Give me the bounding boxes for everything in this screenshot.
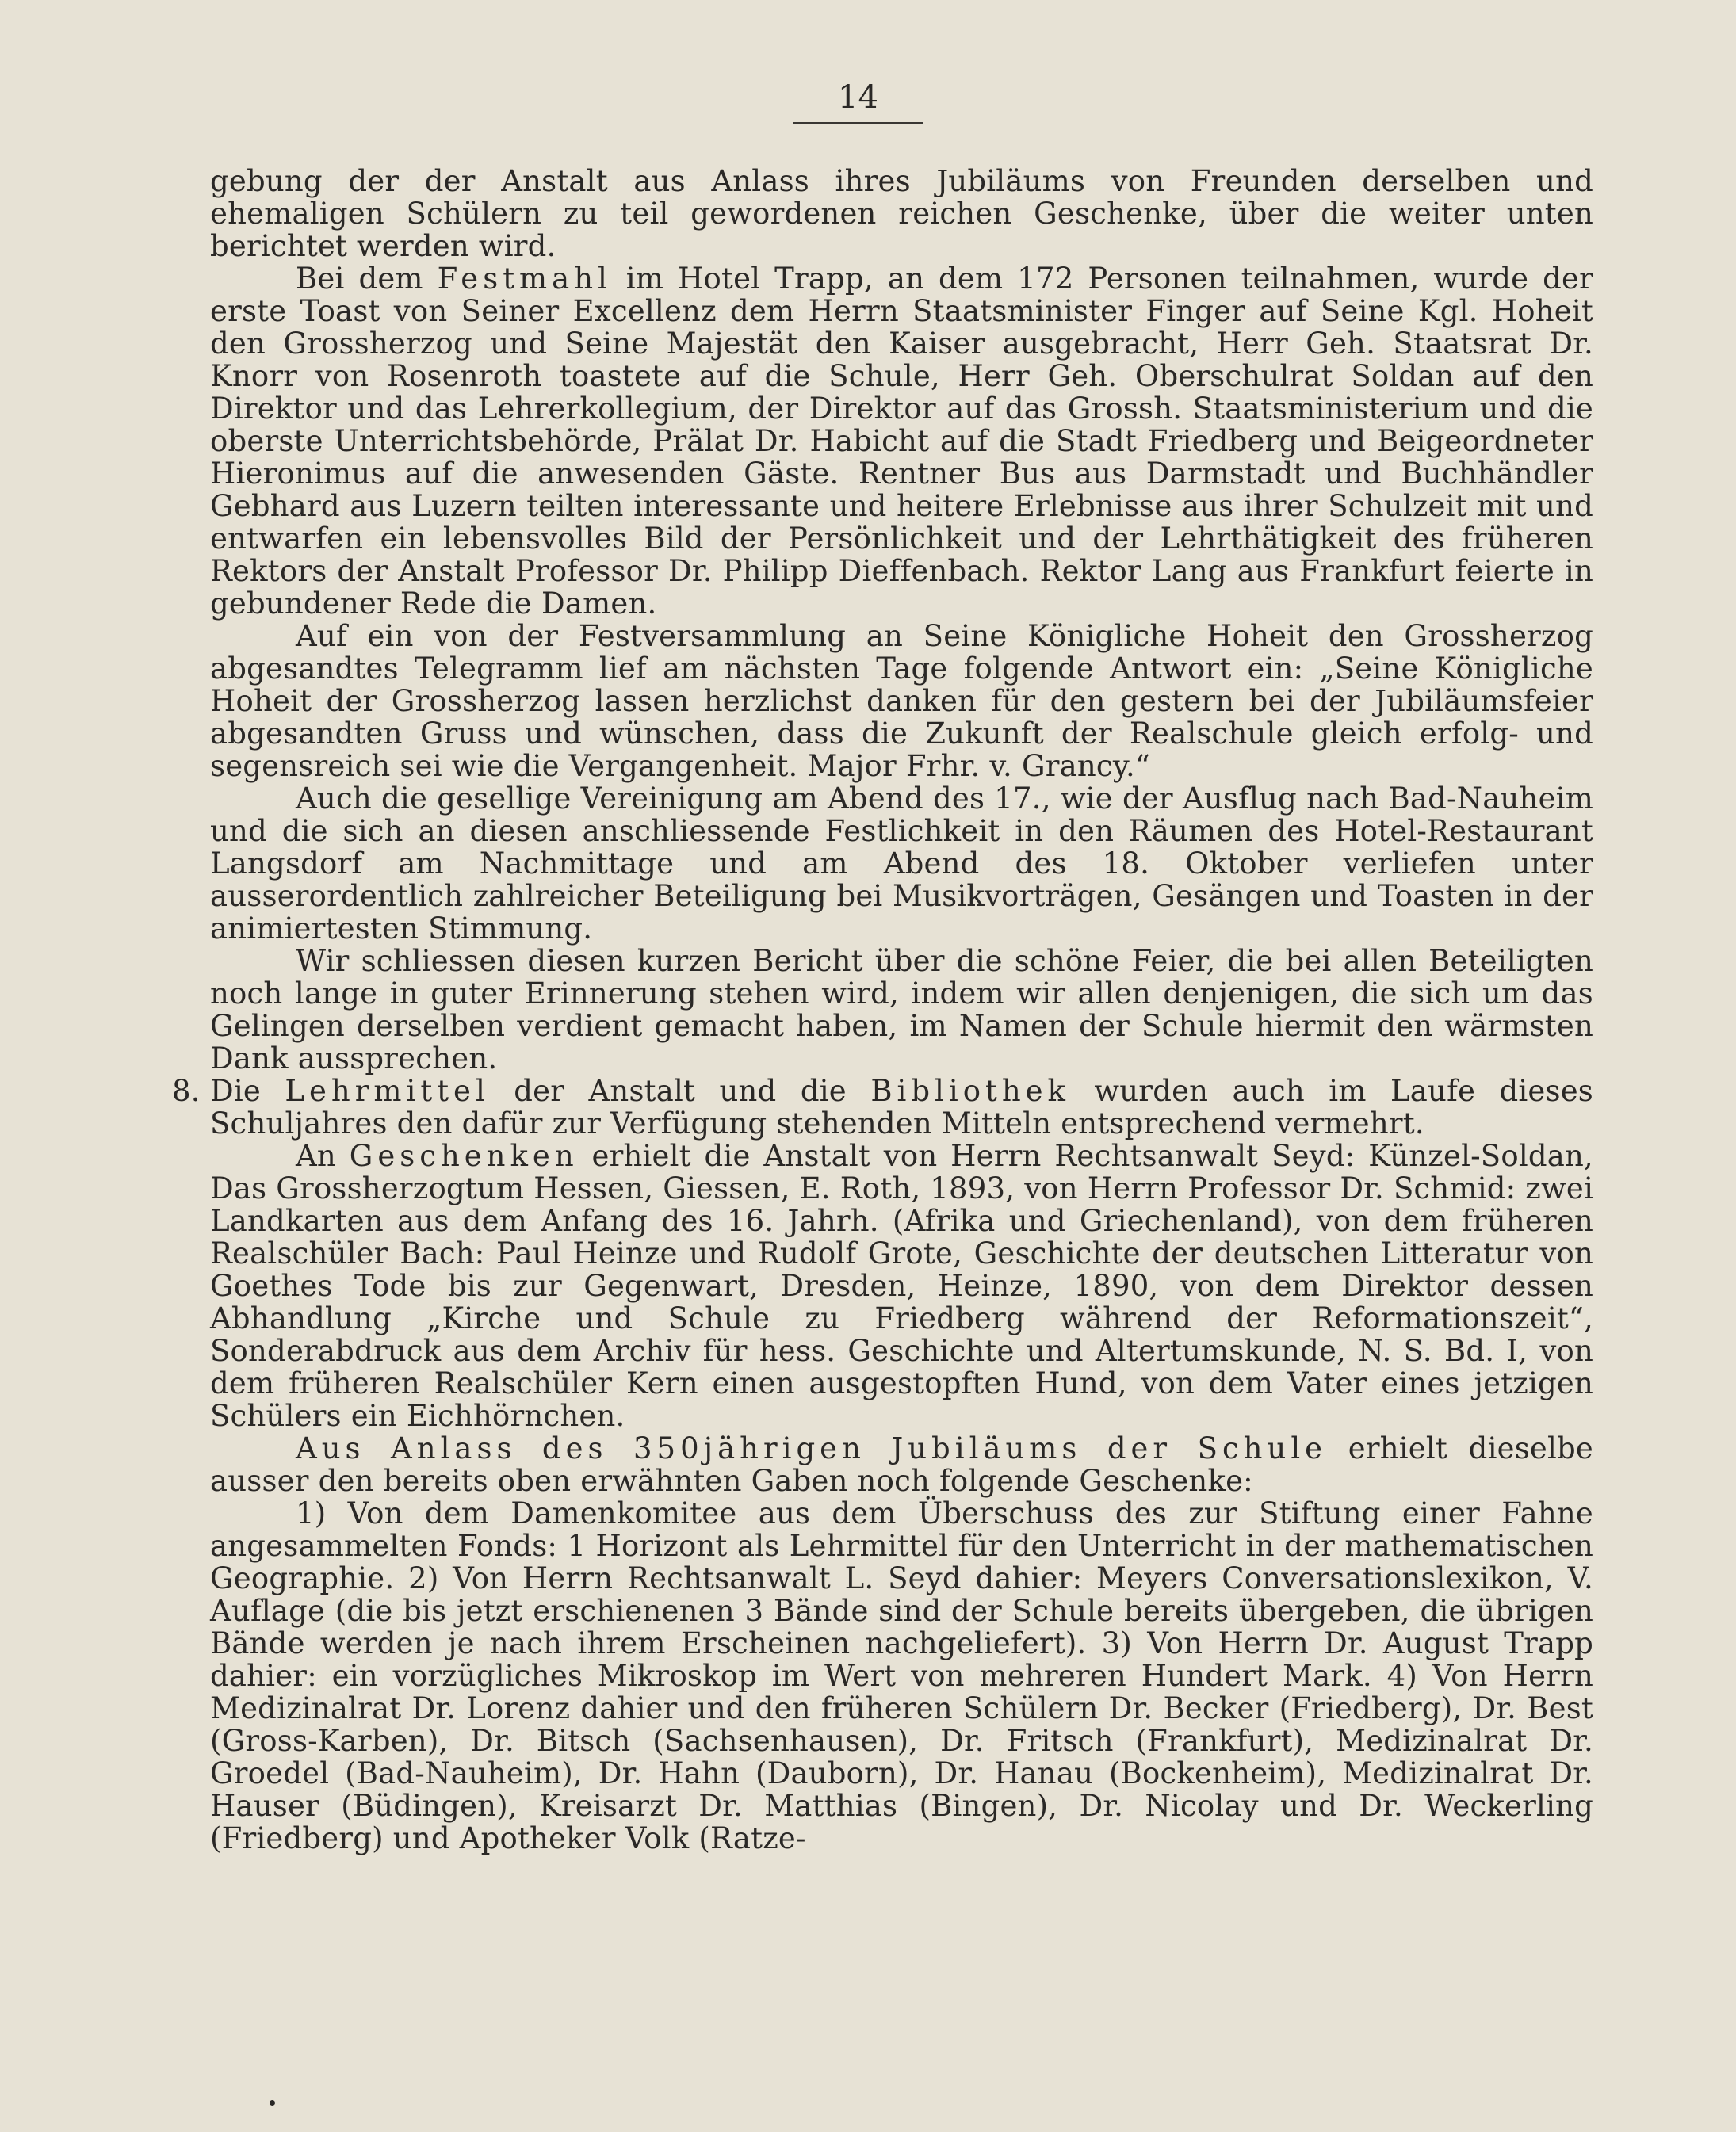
paragraph-text: im Hotel Trapp, an dem 172 Personen teilnahmen, wurde der erste Toast von Seiner Excellenz dem Herrn Staatsminister Finger auf Seine Kgl. Hoheit den Grossherzog und Seine Majestät den Kaiser ausgebracht, Herr Geh. Staatsrat Dr. Knorr von Rosenroth toastete auf die Schule, Herr Geh. Oberschulrat Soldan auf den Direktor und das Lehrerkollegium, der Direktor auf das Grossh. Staatsministerium und die oberste Unterrichtsbehörde, Prälat Dr. Habicht auf die Stadt Friedberg und Beigeordneter Hieronimus auf die anwesenden Gäste. Rentner Bus aus Darmstadt und Buchhändler Gebhard aus Luzern teilten interessante und heitere Erlebnisse aus ihrer Schulzeit mit und entwarfen ein lebensvolles Bild der Persönlichkeit und der Lehrthätigkeit des früheren Rektors der Anstalt Professor Dr. Philipp Dieffenbach. Rektor Lang aus Frankfurt feierte in gebundener Rede die Damen. — [210, 262, 1593, 621]
paragraph-text: erhielt dieselbe ausser den bereits oben erwähnten Gaben noch folgende Geschenke: — [210, 1431, 1593, 1498]
paragraph-pre: An — [296, 1139, 350, 1173]
section-text: wurden auch im Laufe dieses Schuljahres den dafür zur Verfügung stehenden Mitteln entsprechend vermehrt. — [210, 1074, 1593, 1141]
paragraph-telegram: Auf ein von der Festversammlung an Seine Königliche Hoheit den Grossherzog abgesandtes Telegramm lief am nächsten Tage folgende Antwort ein: „Seine Königliche Hoheit der Grossherzog lassen herzlichst danken für den gestern bei der Jubiläumsfeier abgesandten Gruss und wünschen, dass die Zukunft der Realschule gleich erfolg- und segensreich sei wie die Vergangenheit. Major Frhr. v. Grancy.“ — [210, 619, 1593, 783]
paragraph-text: erhielt die Anstalt von Herrn Rechtsanwalt Seyd: Künzel-Soldan, Das Grossherzogtum Hessen, Giessen, E. Roth, 1893, von Herrn Professor Dr. Schmid: zwei Landkarten aus dem Anfang des 16. Jahrh. (Afrika und Griechenland), von dem früheren Realschüler Bach: Paul Heinze und Rudolf Grote, Geschichte der deutschen Litteratur von Goethes Tode bis zur Gegenwart, Dresden, Heinze, 1890, von dem Direktor dessen Abhandlung „Kirche und Schule zu Friedberg während der Reformationszeit“, Sonderabdruck aus dem Archiv für hess. Geschichte und Altertumskunde, N. S. Bd. I, von dem früheren Realschüler Kern einen ausgestopften Hund, von dem Vater eines jetzigen Schülers ein Eichhörnchen. — [210, 1139, 1593, 1433]
paragraph-evening: Auch die gesellige Vereinigung am Abend des 17., wie der Ausflug nach Bad-Nauheim und die sich an diesen anschliessende Festlichkeit in den Räumen des Hotel-Restaurant Langsdorf am Nachmittage und am Abend des 18. Oktober verliefen unter ausserordentlich zahlreicher Beteiligung bei Musikvorträgen, Gesängen und Toasten in der animiertesten Stimmung. — [210, 781, 1593, 946]
section-pre: Die — [210, 1074, 285, 1108]
paragraph-continuation: gebung der der Anstalt aus Anlass ihres Jubiläums von Freunden derselben und ehemaligen Schülern zu teil gewordenen reichen Geschenke, über die weiter unten berichtet werden wird. — [210, 164, 1593, 263]
section-mid: der Anstalt und die — [489, 1074, 871, 1108]
page-number: 14 — [793, 78, 923, 124]
body-text — [172, 164, 1593, 1855]
paragraph-festmahl — [210, 262, 1593, 620]
ink-speck — [270, 2100, 275, 2106]
spaced-term: Aus Anlass des 350jährigen Jubiläums der Schule — [296, 1431, 1328, 1465]
spaced-term: Festmahl — [437, 262, 612, 296]
paragraph-gift-list: 1) Von dem Damenkomitee aus dem Überschuss des zur Stiftung einer Fahne angesammelten Fonds: 1 Horizont als Lehrmittel für den Unterricht in der mathematischen Geographie. 2) Von Herrn Rechtsanwalt L. Seyd dahier: Meyers Conversationslexikon, V. Auflage (die bis jetzt erschienenen 3 Bände sind der Schule bereits übergeben, die übrigen Bände werden je nach ihrem Erscheinen nachgeliefert). 3) Von Herrn Dr. August Trapp dahier: ein vorzügliches Mikroskop im Wert von mehreren Hundert Mark. 4) Von Herrn Medizinalrat Dr. Lorenz dahier und den früheren Schülern Dr. Becker (Friedberg), Dr. Best (Gross-Karben), Dr. Bitsch (Sachsenhausen), Dr. Fritsch (Frankfurt), Medizinalrat Dr. Groedel (Bad-Nauheim), Dr. Hahn (Dauborn), Dr. Hanau (Bockenheim), Medizinalrat Dr. Hauser (Büdingen), Kreisarzt Dr. Matthias (Bingen), Dr. Nicolay und Dr. Weckerling (Friedberg) und Apotheker Volk (Ratze- — [210, 1496, 1593, 1855]
paragraph-pre: Bei dem — [296, 262, 438, 296]
spaced-term: Bibliothek — [870, 1074, 1070, 1108]
section-number: 8. — [172, 1074, 201, 1108]
spaced-term: Geschenken — [349, 1139, 579, 1173]
section-8 — [172, 1074, 1593, 1141]
paragraph-closing: Wir schliessen diesen kurzen Bericht über die schöne Feier, die bei allen Beteiligten noch lange in guter Erinnerung stehen wird, indem wir allen denjenigen, die sich um das Gelingen derselben verdient gemacht haben, im Namen der Schule hiermit den wärmsten Dank aussprechen. — [210, 944, 1593, 1076]
paragraph-jubilee — [210, 1432, 1593, 1497]
spaced-term: Lehrmittel — [285, 1074, 490, 1108]
paragraph-gifts — [210, 1140, 1593, 1432]
